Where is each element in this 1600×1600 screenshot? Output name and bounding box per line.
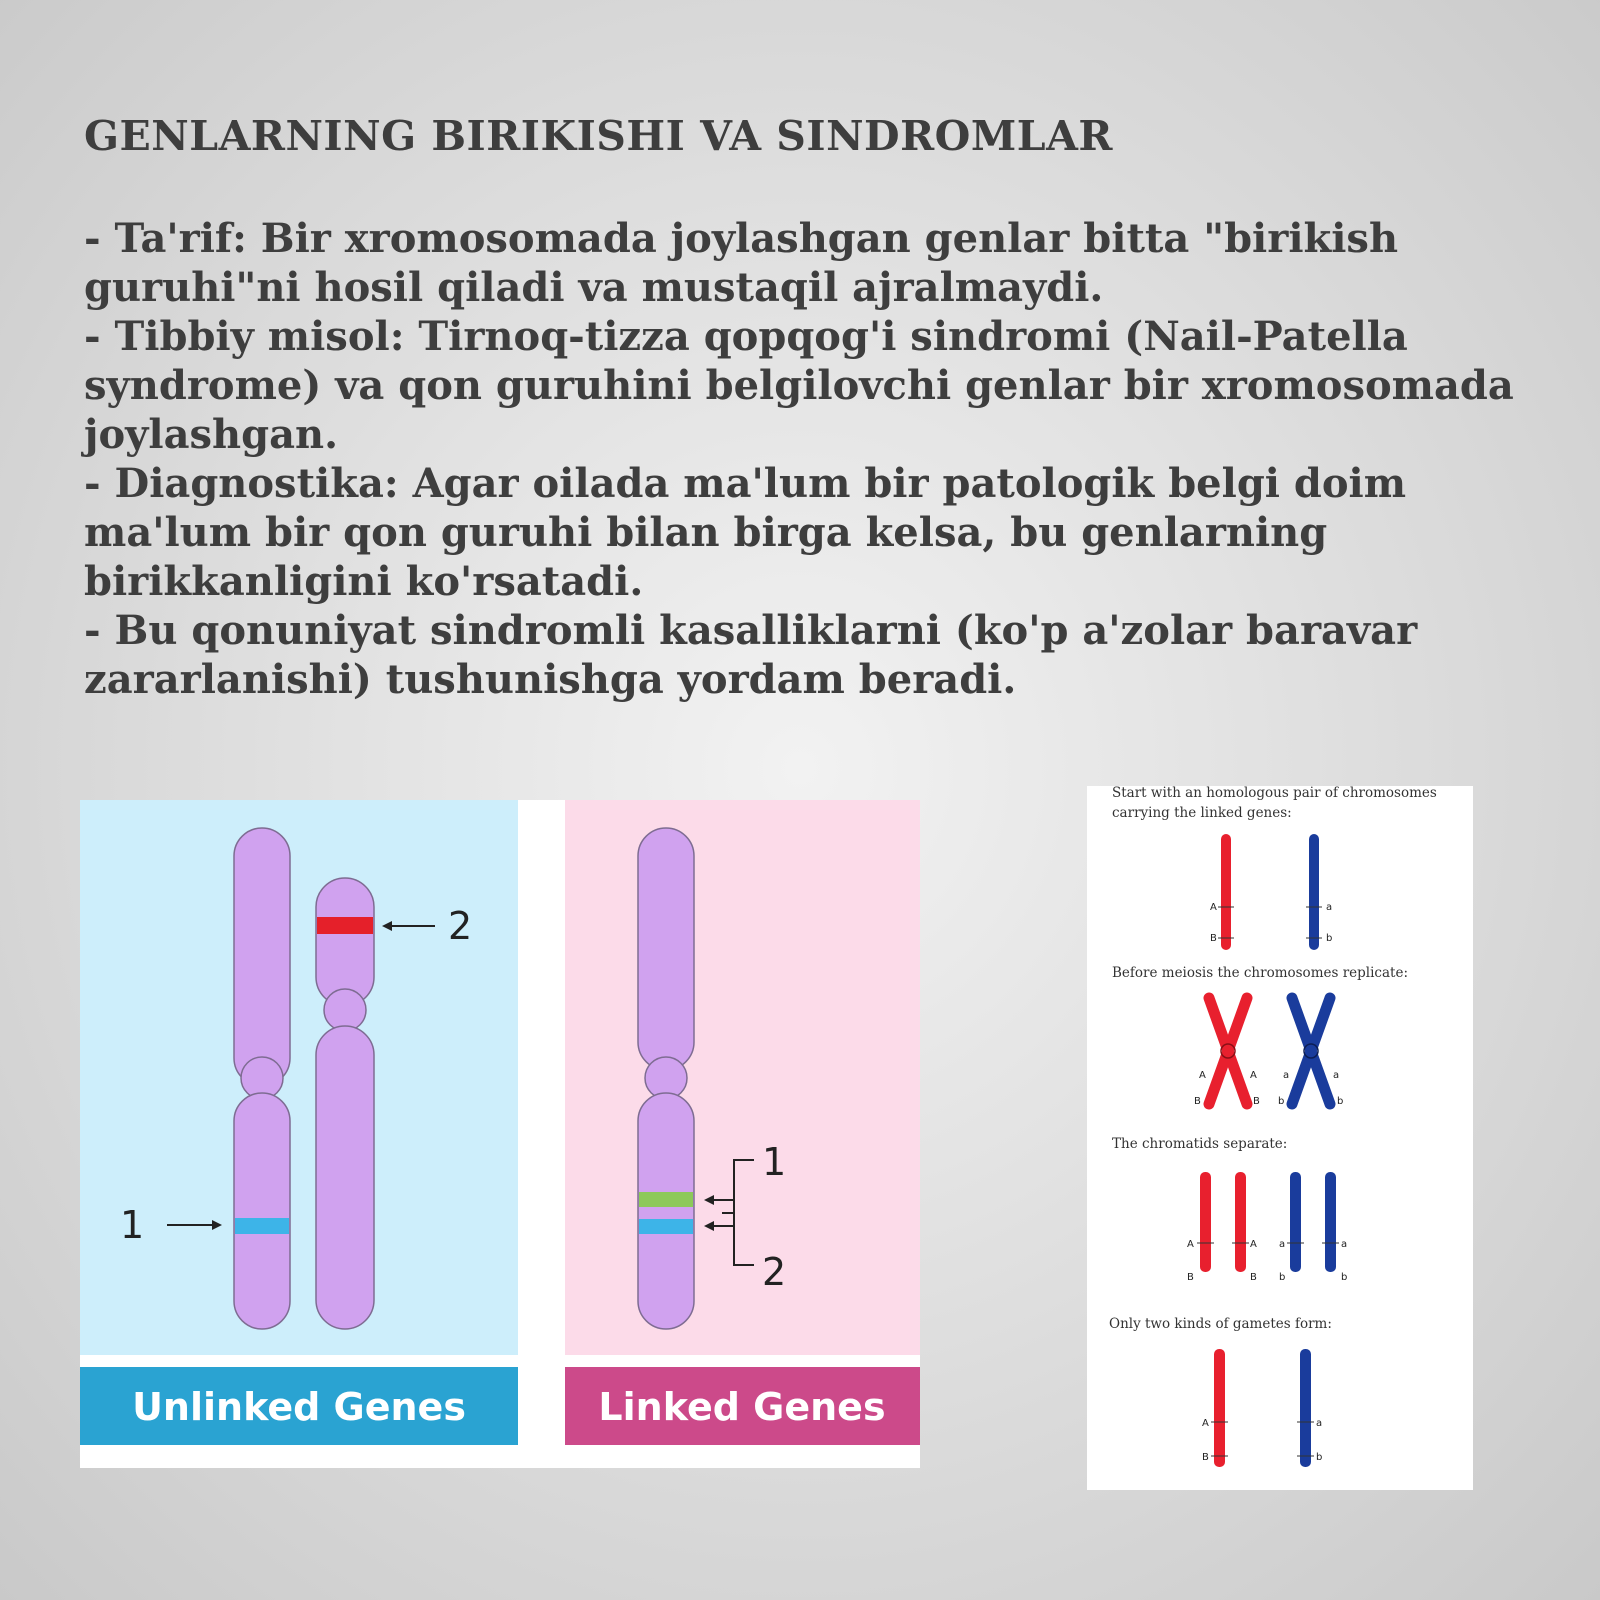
allele-a-c1: a [1279, 1239, 1286, 1250]
meiosis-linked-genes-diagram [1087, 786, 1473, 1490]
gamete-blue [1300, 1349, 1311, 1467]
allele-b-c1: b [1279, 1272, 1286, 1283]
caption-start-2: carrying the linked genes: [1112, 805, 1292, 821]
page-title: GENLARNING BIRIKISHI VA SINDROMLAR [84, 112, 1113, 160]
linked-panel [565, 800, 920, 1445]
allele-A: A [1210, 902, 1217, 913]
caption-start-1: Start with an homologous pair of chromosomes [1112, 786, 1437, 801]
red-chromosome [1221, 834, 1231, 950]
allele-A-g: A [1202, 1418, 1209, 1429]
label-2: 2 [448, 904, 473, 948]
allele-B: B [1210, 933, 1217, 944]
caption-replicate: Before meiosis the chromosomes replicate: [1112, 965, 1408, 981]
caption-gametes: Only two kinds of gametes form: [1109, 1316, 1332, 1332]
allele-A-c1: A [1187, 1239, 1194, 1250]
blue-chromosome [1309, 834, 1319, 950]
allele-b-g: b [1316, 1452, 1323, 1463]
chromosome-linked [638, 828, 694, 1329]
chromatid-red-1 [1200, 1172, 1211, 1272]
gene-marker-red [317, 917, 373, 934]
linked-banner-label: Linked Genes [598, 1385, 886, 1429]
medical-example-line: - Tibbiy misol: Tirnoq-tizza qopqog'i sindromi (Nail-Patella syndrome) va qon guruhini belgilovchi genlar bir xromosomada joylashgan. [84, 313, 1514, 458]
gene-marker-blue [235, 1218, 289, 1234]
allele-A-c2: A [1250, 1239, 1257, 1250]
chromosome-short [316, 878, 374, 1329]
allele-b-c2: b [1341, 1272, 1348, 1283]
allele-a: a [1326, 902, 1333, 913]
diagnostics-line: - Diagnostika: Agar oilada ma'lum bir patologik belgi doim ma'lum bir qon guruhi bilan birga kelsa, bu genlarning birikkanligini ko'rsatadi. [84, 460, 1407, 605]
label-1: 1 [120, 1203, 145, 1247]
allele-B-c1: B [1187, 1272, 1194, 1283]
chromatid-red-2 [1235, 1172, 1246, 1272]
allele-B-left: B [1194, 1096, 1201, 1107]
allele-b: b [1326, 933, 1333, 944]
unlinked-panel [80, 800, 518, 1445]
unlinked-banner-label: Unlinked Genes [132, 1385, 466, 1429]
chromatid-blue-2 [1325, 1172, 1336, 1272]
allele-A-right: A [1250, 1070, 1257, 1081]
allele-b-left: b [1278, 1096, 1285, 1107]
chromosome-tall [234, 828, 290, 1329]
allele-A-left: A [1199, 1070, 1206, 1081]
caption-separate: The chromatids separate: [1112, 1136, 1288, 1152]
allele-a-right: a [1333, 1070, 1340, 1081]
allele-a-c2: a [1341, 1239, 1348, 1250]
syndrome-line: - Bu qonuniyat sindromli kasalliklarni (ko'p a'zolar baravar zararlanishi) tushunishga yordam beradi. [84, 607, 1418, 703]
linked-panel-bg [565, 800, 920, 1355]
gene-marker-green [639, 1192, 693, 1207]
linked-unlinked-genes-diagram [80, 800, 920, 1468]
allele-b-right: b [1337, 1096, 1344, 1107]
gene-marker-blue-linked [639, 1219, 693, 1234]
body-text [84, 214, 1524, 704]
unlinked-panel-bg [80, 800, 518, 1355]
gamete-red [1214, 1349, 1225, 1467]
allele-B-c2: B [1250, 1272, 1257, 1283]
linked-label-2: 2 [762, 1250, 787, 1294]
definition-line: - Ta'rif: Bir xromosomada joylashgan genlar bitta "birikish guruhi"ni hosil qiladi va mustaqil ajralmaydi. [84, 215, 1399, 311]
allele-a-g: a [1316, 1418, 1323, 1429]
allele-a-left: a [1283, 1070, 1290, 1081]
allele-B-right: B [1253, 1096, 1260, 1107]
linked-label-1: 1 [762, 1140, 787, 1184]
allele-B-g: B [1202, 1452, 1209, 1463]
chromatid-blue-1 [1290, 1172, 1301, 1272]
